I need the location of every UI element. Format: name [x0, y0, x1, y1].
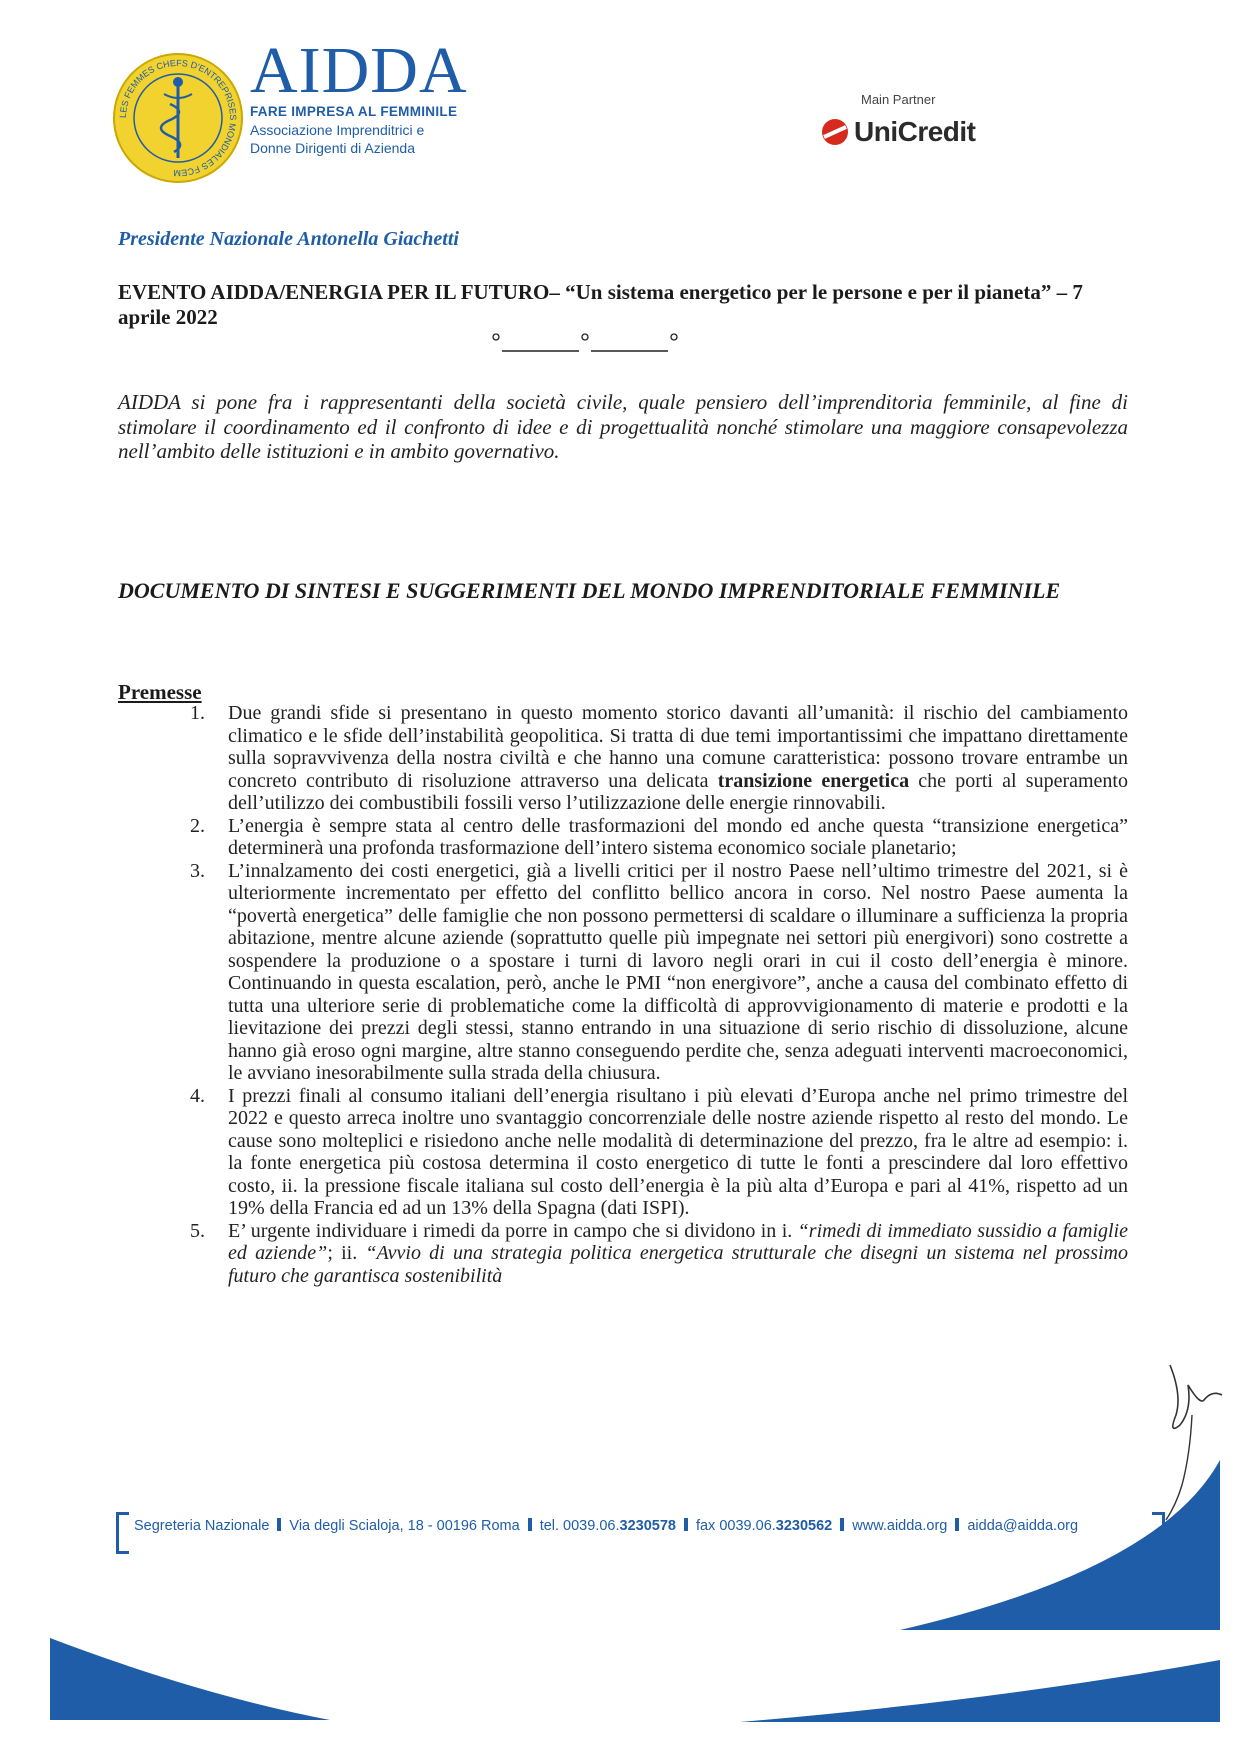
brand-subtitle-line2: Donne Dirigenti di Azienda — [250, 140, 415, 156]
footer-bracket-right — [1152, 1512, 1165, 1554]
list-item-text: L’energia è sempre stata al centro delle trasformazioni del mondo ed anche questa “transizione energetica” determinerà una profonda trasformazione dell’intero sistema economico sociale planetario; — [228, 814, 1128, 859]
footer-tel-prefix: tel. 0039.06. — [539, 1518, 620, 1534]
list-item-bold: transizione energetica — [717, 769, 910, 792]
footer-contact — [134, 1518, 1078, 1534]
footer-separator — [955, 1518, 959, 1531]
footer-bracket-left — [116, 1512, 129, 1554]
footer-separator — [840, 1518, 844, 1531]
footer-separator — [684, 1518, 688, 1531]
list-item-number: 3. — [190, 859, 205, 882]
section-heading: Premesse — [118, 680, 202, 704]
footer-email-link[interactable]: aidda@aidda.org — [967, 1518, 1079, 1534]
footer-website-link[interactable]: www.aidda.org — [852, 1518, 948, 1534]
footer-tel-number: 3230578 — [619, 1518, 676, 1534]
footer-separator — [277, 1518, 281, 1531]
ornamental-divider — [490, 327, 680, 357]
brand-subtitle-line1: Associazione Imprenditrici e — [250, 122, 425, 138]
list-item-italic: “Avvio di una strategia politica energetica strutturale che disegni un sistema nel prossimo futuro che garantisca sostenibilità — [228, 1242, 1129, 1287]
footer-swoosh-decoration — [0, 1460, 1241, 1755]
list-item — [118, 1220, 1128, 1288]
list-item-text: E’ urgente individuare i rimedi da porre in campo che si dividono in i. — [228, 1219, 798, 1242]
aidda-seal-logo — [112, 52, 244, 184]
list-item-text: ; ii. — [327, 1242, 366, 1264]
list-item-text: Due grandi sfide si presentano in questo momento storico davanti all’umanità: il rischio del cambiamento climatico e le sfide dell’instabilità geopolitica. Si tratta di due temi importantissimi che impattano direttamente sulla sopravvivenza della nostra civiltà e che hanno una comune caratteristica: possono trovare entrambe un concreto contributo di risoluzione attraverso una delicata — [228, 702, 1128, 792]
list-item — [118, 702, 1128, 815]
list-item-text: che porti al superamento dell’utilizzo dei combustibili fossili verso l’utilizzazione delle energie rinnovabili. — [228, 769, 1128, 814]
premesse-list — [118, 702, 1128, 1287]
list-item-text: L’innalzamento dei costi energetici, già a livelli critici per il nostro Paese nell’ultimo trimestre del 2021, si è ulteriormente incrementato per effetto del conflitto bellico ancora in corso. Nel nostro Paese aumenta la “povertà energetica” delle famiglie che non possono permettersi di scaldare o illuminare a sufficienza la propria abitazione, mentre alcune aziende (soprattutto quelle più impegnate nei settori più energivori) sono costrette a sospendere la produzione o a spostare i turni di lavoro negli orari in cui il costo dell’energia è minore. Continuando in questa escalation, però, anche le PMI “non energivore”, anche a causa del combinato effetto di tutta una ulteriore serie di problematiche come la difficoltà di approvvigionamento di materie e prodotti e la lievitazione dei prezzi degli stessi, stanno entrando in una situazione di serio rischio di dissoluzione, alcune hanno già eroso ogni margine, altre stanno conseguendo perdite che, senza adeguati interventi macroeconomici, le avviano inesorabilmente sulla strada della chiusura. — [228, 859, 1128, 1084]
list-item-number: 4. — [190, 1084, 205, 1107]
list-item-number: 2. — [190, 814, 205, 837]
brand-tagline: FARE IMPRESA AL FEMMINILE — [250, 104, 458, 119]
list-item — [118, 860, 1128, 1085]
intro-paragraph: AIDDA si pone fra i rappresentanti della società civile, quale pensiero dell’imprenditoria femminile, al fine di stimolare il coordinamento ed il confronto di idee e di progettualità nonché stimolare una maggiore consapevolezza nell’ambito delle istituzioni e in ambito governativo. — [118, 390, 1128, 463]
partner-logo — [820, 112, 976, 152]
list-item — [118, 815, 1128, 860]
list-item-number: 5. — [190, 1219, 205, 1242]
footer-fax-number: 3230562 — [775, 1518, 833, 1534]
footer-separator — [528, 1518, 532, 1531]
list-item-italic: “rimedi di immediato sussidio a famiglie ed aziende” — [228, 1219, 1128, 1264]
event-title: EVENTO AIDDA/ENERGIA PER IL FUTURO– “Un sistema energetico per le persone e per il pianeta” – 7 aprile 2022 — [118, 280, 1083, 329]
partner-label: Main Partner — [861, 92, 936, 107]
partner-name: UniCredit — [854, 116, 976, 147]
footer-segreteria: Segreteria Nazionale — [134, 1518, 270, 1534]
seal-ring-text: LES FEMMES CHEFS D'ENTREPRISES MONDIALES FCEM — [117, 57, 239, 179]
list-item-number: 1. — [190, 702, 205, 724]
document-title: DOCUMENTO DI SINTESI E SUGGERIMENTI DEL MONDO IMPRENDITORIALE FEMMINILE — [118, 578, 1061, 603]
list-item-text: I prezzi finali al consumo italiani dell’energia risultano i più elevati d’Europa anche nel primo trimestre del 2022 e questo arreca inoltre uno svantaggio concorrenziale delle nostre aziende rispetto al resto del mondo. Le cause sono molteplici e risiedono anche nelle modalità di determinazione del prezzo, fra le altre ad esempio: i. la fonte energetica più costosa determina il costo energetico di tutte le fonti a prescindere dal loro effettivo costo, ii. la pressione fiscale italiana sul costo dell’energia è la più alta d’Europa e pari al 41%, rispetto ad un 19% della Francia ed ad un 13% della Spagna (dati ISPI). — [228, 1084, 1128, 1219]
footer-fax-prefix: fax 0039.06. — [695, 1518, 776, 1534]
footer-address: Via degli Scialoja, 18 - 00196 Roma — [289, 1518, 520, 1534]
president-name: Presidente Nazionale Antonella Giachetti — [118, 228, 459, 250]
list-item — [118, 1085, 1128, 1220]
brand-name: AIDDA — [250, 34, 468, 107]
unicredit-icon — [820, 117, 850, 147]
